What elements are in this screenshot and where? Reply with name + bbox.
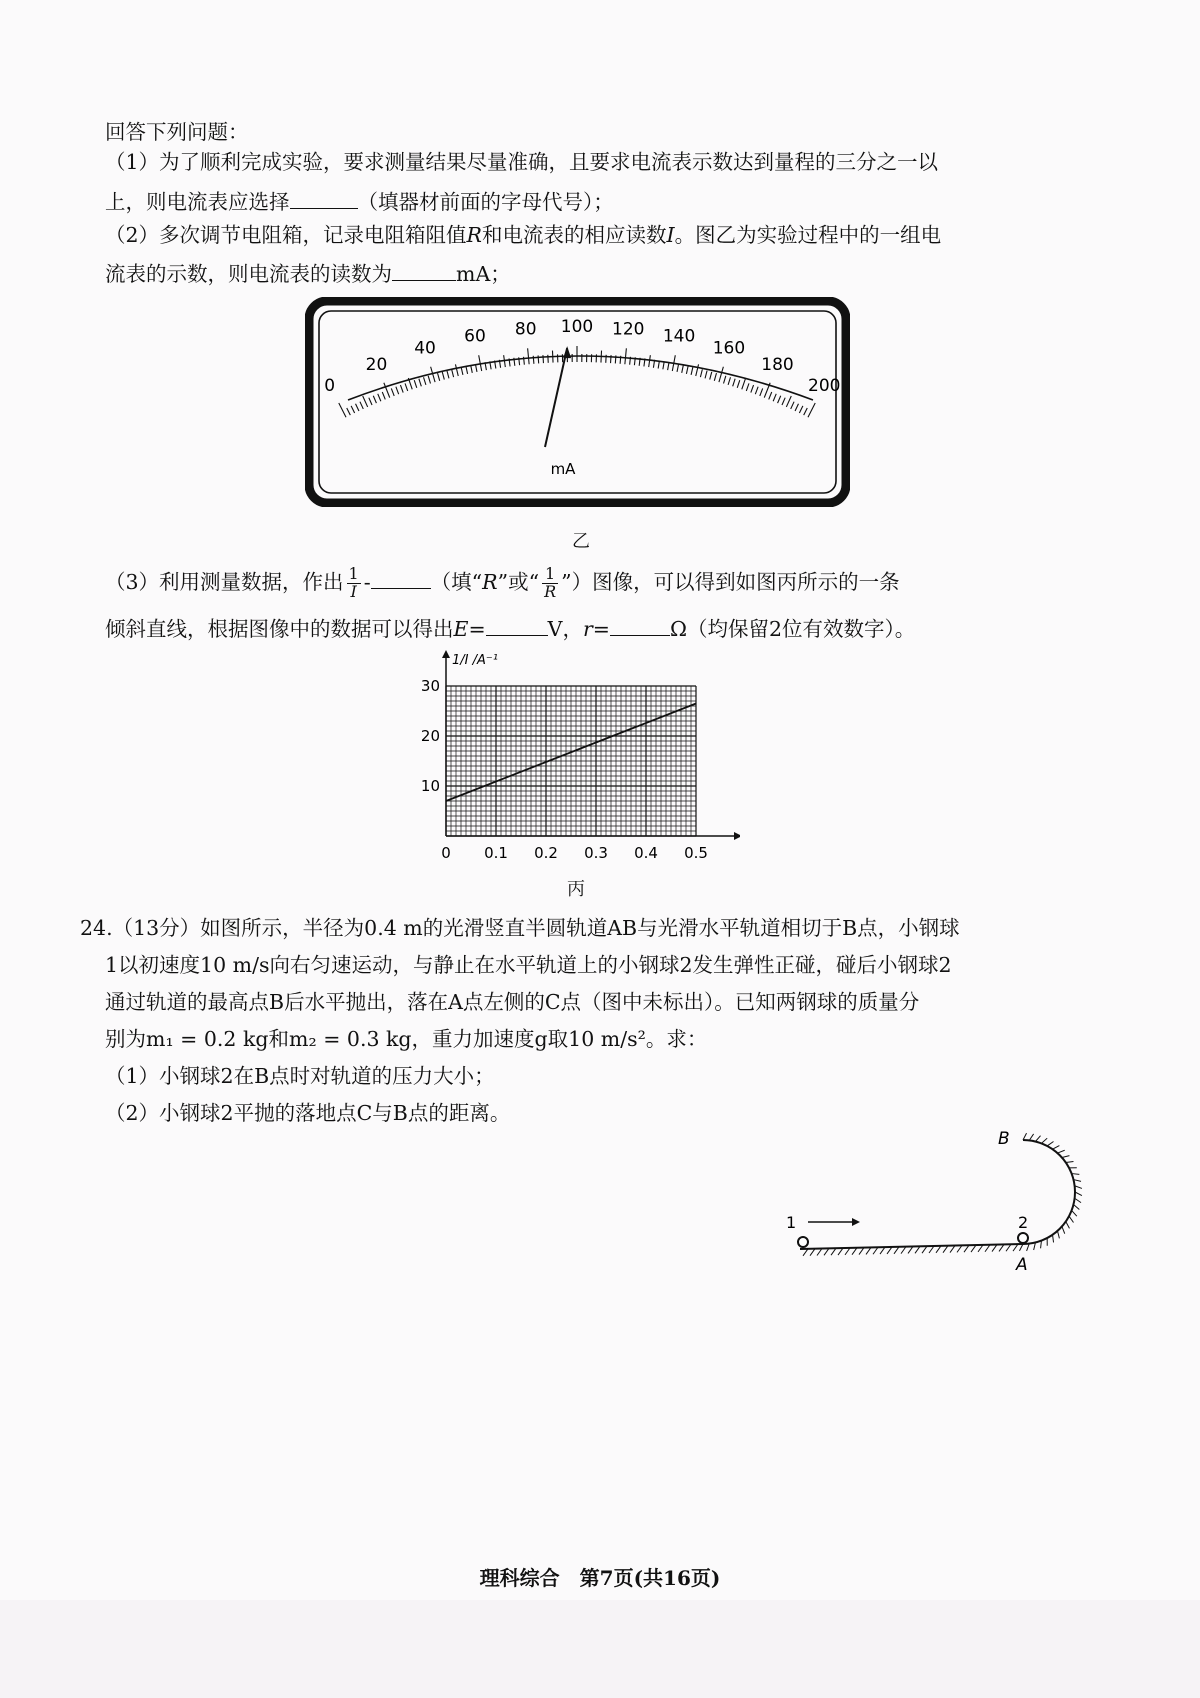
- meter-tick: [786, 396, 791, 407]
- q24-line3: 通过轨道的最高点B后水平抛出，落在A点左侧的C点（图中未标出）。已知两钢球的质量分: [105, 990, 920, 1014]
- meter-tick: [552, 351, 553, 363]
- meter-scale-label: 40: [414, 338, 436, 359]
- meter-tick: [649, 355, 651, 367]
- meter-tick: [799, 406, 802, 413]
- answer-blank-r[interactable]: [610, 617, 670, 636]
- meter-tick: [452, 369, 454, 377]
- meter-tick: [528, 348, 530, 364]
- meter-tick: [428, 376, 430, 384]
- meter-tick: [773, 394, 776, 401]
- intro-text: 回答下列问题：: [105, 120, 249, 144]
- meter-tick: [414, 380, 417, 388]
- meter-tick: [382, 392, 385, 399]
- semicircle-track: [1023, 1140, 1075, 1244]
- y-tick-label: 10: [420, 777, 440, 795]
- meter-tick: [533, 356, 534, 364]
- meter-tick: [746, 383, 749, 391]
- q3-line1-a: （3）利用测量数据，作出: [105, 569, 344, 594]
- q1-line2-b: （填器材前面的字母代号）；: [357, 190, 614, 214]
- meter-tick: [424, 377, 426, 385]
- ball-2: [1018, 1233, 1028, 1243]
- q3-line2: [105, 617, 915, 640]
- hatch-mark: [1062, 1156, 1070, 1158]
- meter-tick: [339, 403, 346, 417]
- meter-unit: mA: [550, 460, 576, 478]
- q2-line2-b: mA；: [456, 262, 511, 286]
- meter-tick: [363, 396, 368, 407]
- meter-needle-tip: [563, 346, 571, 358]
- meter-tick: [663, 361, 664, 369]
- meter-scale-label: 140: [662, 326, 696, 347]
- hatch-mark: [1057, 1150, 1064, 1153]
- y-tick-labels: [421, 677, 440, 795]
- var-I: I: [666, 223, 675, 247]
- meter-scale-label: 120: [612, 319, 645, 340]
- label-ball-1: 1: [786, 1213, 797, 1232]
- meter-tick: [620, 356, 621, 364]
- meter-tick: [728, 377, 730, 385]
- meter-scale-label: 180: [761, 355, 794, 376]
- q24-sub2: （2）小钢球2平抛的落地点C与B点的距离。: [105, 1101, 511, 1125]
- meter-tick: [369, 398, 372, 405]
- q2-line1-b: 和电流表的相应读数: [481, 223, 667, 247]
- var-R: R: [466, 223, 482, 247]
- x-axis-arrow: [734, 832, 740, 840]
- answer-blank-ammeter[interactable]: [290, 190, 358, 209]
- q3-line2-c: Ω（均保留2位有效数字）。: [669, 617, 916, 641]
- meter-scale-arc: [348, 356, 813, 400]
- meter-tick: [696, 364, 699, 376]
- x-tick-labels: [441, 844, 708, 862]
- meter-tick: [795, 404, 798, 411]
- meter-scale-label: 20: [365, 355, 388, 376]
- meter-tick: [668, 362, 669, 370]
- meter-tick: [447, 371, 449, 379]
- meter-tick: [438, 373, 440, 381]
- meter-tick: [700, 369, 702, 377]
- option-R: R: [482, 569, 498, 594]
- q1-line2: [105, 190, 614, 213]
- q3-line1-d: ”）图像，可以得到如图丙所示的一条: [561, 569, 900, 594]
- meter-tick: [419, 379, 421, 387]
- ball-1: [798, 1237, 808, 1247]
- meter-tick: [769, 392, 772, 399]
- x-tick-label: 0.3: [584, 844, 608, 862]
- q3-line1: [105, 566, 900, 601]
- x-tick-label: 0: [441, 844, 451, 862]
- meter-tick: [682, 365, 684, 373]
- meter-tick: [466, 366, 468, 374]
- page-footer: 理科综合 第7页(共16页): [479, 1566, 721, 1590]
- meter-tick: [396, 387, 399, 394]
- meter-scale-label: 80: [514, 319, 537, 340]
- q24-line1: 24.（13分）如图所示，半径为0.4 m的光滑竖直半圆轨道AB与光滑水平轨道相切于B点，小钢球: [80, 916, 960, 940]
- q24-sub1: （1）小钢球2在B点时对轨道的压力大小；: [105, 1064, 495, 1088]
- meter-tick: [601, 351, 602, 363]
- meter-scale-label: 160: [712, 338, 746, 359]
- hatch-mark: [1062, 1226, 1065, 1233]
- meter-tick: [360, 402, 363, 409]
- ammeter-figure: [305, 297, 850, 507]
- q24-line2: 1以初速度10 m/s向右匀速运动，与静止在水平轨道上的小钢球2发生弹性正碰，碰后小钢球2: [105, 953, 952, 977]
- meter-needle: [545, 348, 567, 447]
- figure-yi-caption: 乙: [572, 531, 590, 552]
- meter-tick: [373, 396, 376, 403]
- hatch-mark: [1075, 1192, 1082, 1196]
- y-axis-label: 1/I /A⁻¹: [452, 653, 498, 668]
- meter-scale-label: 60: [464, 326, 486, 347]
- meter-tick: [737, 380, 740, 388]
- q2-line2-a: 流表的示数，则电流表的读数为: [105, 262, 392, 286]
- meter-scale-label: 100: [560, 317, 594, 337]
- graph-grid: [446, 686, 696, 836]
- x-tick-label: 0.5: [684, 844, 708, 862]
- q3-line1-c: ”或“: [497, 569, 540, 594]
- r-label: r=: [582, 617, 610, 641]
- label-B: B: [998, 1129, 1010, 1149]
- meter-tick: [625, 348, 627, 364]
- meter-tick: [751, 385, 754, 393]
- meter-tick: [686, 366, 688, 374]
- q3-line2-b: V，: [547, 617, 583, 641]
- y-axis-arrow: [442, 650, 450, 658]
- meter-tick: [543, 355, 544, 363]
- q2-line2: [105, 262, 511, 285]
- meter-tick: [351, 406, 354, 413]
- x-tick-label: 0.2: [534, 844, 558, 862]
- velocity-arrow-head: [852, 1218, 860, 1226]
- meter-tick: [455, 364, 458, 376]
- meter-tick: [808, 403, 815, 417]
- q3-dash: -: [363, 569, 371, 594]
- meter-inner-frame: [319, 311, 836, 493]
- label-ball-2: 2: [1018, 1213, 1029, 1232]
- track-hatching: [803, 1133, 1082, 1256]
- meter-tick: [705, 371, 707, 379]
- meter-tick: [378, 394, 381, 401]
- meter-tick: [461, 367, 463, 375]
- meter-tick: [719, 367, 723, 382]
- meter-tick: [691, 367, 693, 375]
- meter-tick: [611, 355, 612, 363]
- meter-tick: [405, 383, 408, 391]
- scan-shadow: [0, 1600, 1200, 1698]
- answer-blank-graph-type[interactable]: [371, 570, 431, 589]
- fraction-1-over-I: $\frac{1}{I}$: [348, 564, 359, 601]
- meter-tick: [538, 355, 539, 363]
- meter-tick: [755, 387, 758, 394]
- q3-line1-b: （填“: [430, 569, 483, 594]
- meter-tick: [742, 378, 746, 389]
- label-A: A: [1016, 1255, 1028, 1275]
- q2-line1-c: 。图乙为实验过程中的一组电: [674, 223, 942, 247]
- meter-tick: [615, 355, 616, 363]
- meter-tick: [724, 376, 726, 384]
- hatch-mark: [1057, 1231, 1059, 1239]
- x-tick-label: 0.1: [484, 844, 508, 862]
- q2-line1-a: （2）多次调节电阻箱，记录电阻箱阻值: [105, 223, 467, 247]
- meter-tick: [791, 402, 794, 409]
- meter-tick: [442, 372, 444, 380]
- answer-blank-E[interactable]: [486, 617, 548, 636]
- meter-tick: [710, 372, 712, 380]
- meter-tick: [778, 396, 781, 403]
- y-tick-label: 20: [420, 727, 440, 745]
- meter-tick: [356, 404, 359, 411]
- meter-tick: [733, 379, 735, 387]
- meter-tick: [804, 408, 808, 415]
- meter-tick: [347, 408, 351, 415]
- meter-scale-label: 0: [324, 376, 336, 397]
- meter-tick: [782, 398, 785, 405]
- hatch-mark: [1023, 1133, 1027, 1140]
- q1-line1: （1）为了顺利完成实验，要求测量结果尽量准确，且要求电流表示数达到量程的三分之一以: [105, 150, 939, 174]
- q3-line2-a: 倾斜直线，根据图像中的数据可以得出: [105, 617, 454, 641]
- meter-scale-label: 200: [808, 376, 841, 397]
- figure-bing-caption: 丙: [567, 879, 585, 900]
- E-label: E=: [453, 617, 486, 641]
- graph-figure: [400, 650, 740, 875]
- track-diagram: [760, 1120, 1090, 1280]
- meter-tick: [391, 388, 394, 395]
- meter-tick: [400, 385, 403, 393]
- answer-blank-reading[interactable]: [392, 262, 456, 281]
- meter-tick: [760, 388, 763, 395]
- q24-line4: 别为m₁ = 0.2 kg和m₂ = 0.3 kg，重力加速度g取10 m/s²。求：: [105, 1027, 708, 1051]
- fraction-1-over-R: $\frac{1}{R}$: [544, 564, 557, 601]
- q1-line2-a: 上，则电流表应选择: [105, 190, 290, 214]
- meter-tick: [714, 373, 716, 381]
- y-tick-label: 30: [420, 677, 440, 695]
- q2-line1: [105, 225, 941, 246]
- x-tick-label: 0.4: [634, 844, 658, 862]
- meter-tick: [677, 364, 679, 372]
